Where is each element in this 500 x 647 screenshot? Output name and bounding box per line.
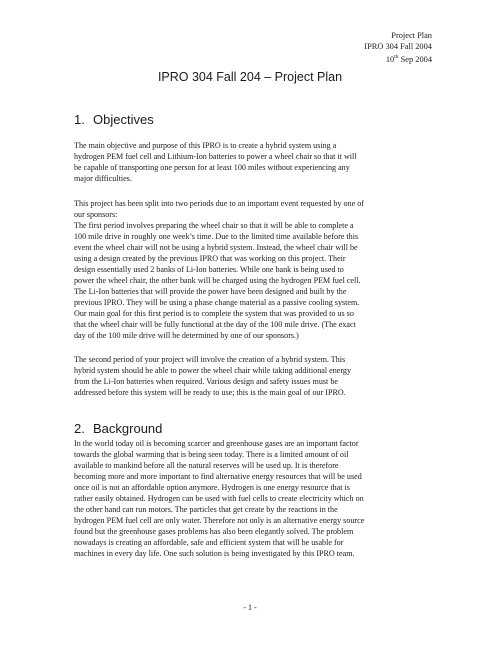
header-doc-type: Project Plan [391, 31, 432, 40]
header-course: IPRO 304 Fall 2004 [364, 42, 432, 51]
objectives-paragraph-2: This project has been split into two periods due to an important event requested by one of our sponsors: The first period involves preparing the wheel chair so that it will be able to complete a 100 mile drive in roughly one week’s time. Due to the limited time available before this event the wheel chair will not be using a hybrid system. Instead, the wheel chair will be using a design created by the previous IPRO that was working on this project. Their design essentially used 2 banks of Li-Ion batteries. While one bank is being used to power the wheel chair, the other bank will be charged using the hydrogen PEM fuel cell. The Li-Ion batteries that will provide the power have been designed and built by the previous IPRO. They will be using a phase change material as a passive cooling system. Our main goal for this first period is to complete the system that was provided to us so that the wheel chair will be fully functional at the day of the 100 mile drive. (The exact day of the 100 mile drive will be determined by one of our sponsors.) [74, 199, 364, 340]
section-heading-objectives: 1. Objectives [74, 112, 154, 127]
objectives-paragraph-3: The second period of your project will involve the creation of a hybrid system. This hybrid system should be able to power the wheel chair while taking additional energy from the Li-Ion batteries when required. Various design and safety issues must be addressed before this system will be ready to use; this is the main goal of our IPRO. [74, 355, 351, 397]
objectives-paragraph-1: The main objective and purpose of this IPRO is to create a hybrid system using a hydrogen PEM fuel cell and Lithium-Ion batteries to power a wheel chair so that it will be capable of transporting one person for at least 100 miles without experiencing any major difficulties. [74, 141, 357, 183]
page-header [364, 30, 432, 65]
page-title: IPRO 304 Fall 204 – Project Plan [157, 70, 343, 84]
page-number: - 1 - [243, 603, 257, 612]
header-date: 10th Sep 2004 [385, 54, 432, 64]
background-paragraph-1: In the world today oil is becoming scarcer and greenhouse gases are an important factor towards the global warming that is being seen today. There is a limited amount of oil available to mankind before all the natural reserves will be used up. It is therefore becoming more and more important to find alternative energy resources that will be used once oil is not an affordable option anymore. Hydrogen is one energy resource that is rather easily obtained. Hydrogen can be used with fuel cells to create electricity which on the other hand can run motors. The particles that get create by the reactions in the hydrogen PEM fuel cell are only water. Therefore not only is an alternative energy source found but the greenhouse gases problems has also been elegantly solved. The problem nowadays is creating an affordable, safe and efficient system that will be usable for machines in every day life. One such solution is being investigated by this IPRO team. [74, 439, 365, 558]
section-heading-background: 2. Background [74, 421, 163, 436]
